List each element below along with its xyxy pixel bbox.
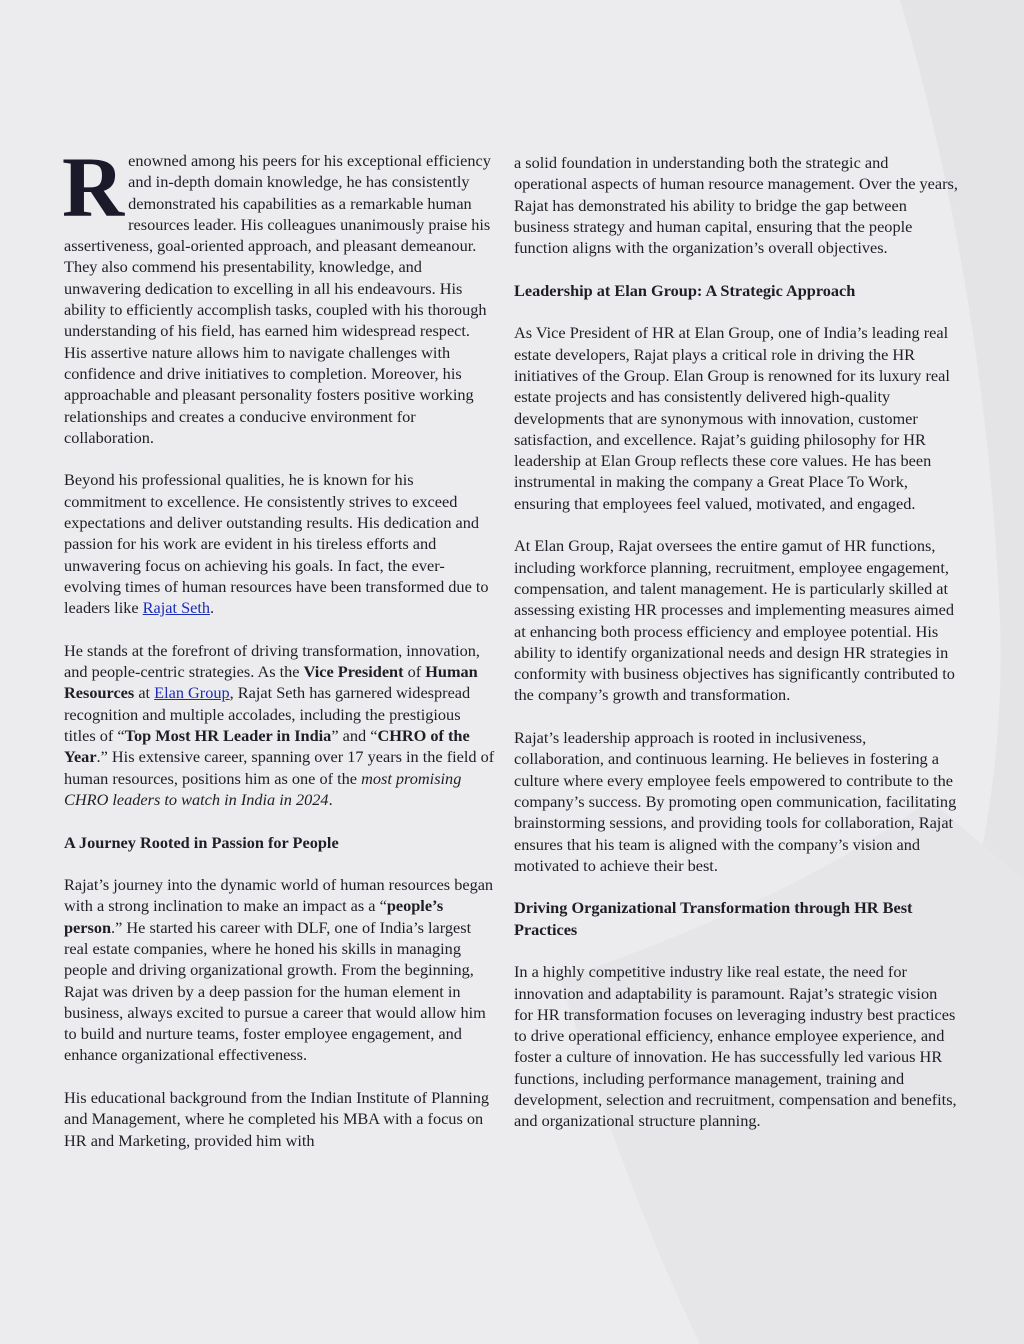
paragraph-vice-president: As Vice President of HR at Elan Group, one of India’s leading real estate developers, Rajat plays a critical role in driving the HR initiatives of the Group. Elan Group is renowned for its luxury real estate projects and has consistently delivered high-quality developments that are synonymous with innovation, customer satisfaction, and excellence. Rajat’s guiding philosophy for HR leadership at Elan Group reflects these core values. He has been instrumental in making the company a Great Place To Work, ensuring that employees feel valued, motivated, and engaged. — [514, 323, 950, 513]
paragraph-gamut: At Elan Group, Rajat oversees the entire gamut of HR functions, including workforce planning, recruitment, employee engagement, compensation, and talent management. He is particularly skilled at assessing existing HR processes and implementing measures aimed at enhancing both process efficiency and employee potential. His ability to identify organizational needs and design HR strategies in conformity with business objectives has significantly contributed to the company’s growth and transformation. — [514, 536, 955, 705]
right-column — [514, 152, 960, 1153]
paragraph-approach: Rajat’s leadership approach is rooted in inclusiveness, collaboration, and continuous learning. He believes in fostering a culture where every employee feels empowered to contribute to the company’s success. By promoting open communication, facilitating brainstorming sessions, and providing tools for collaboration, Rajat ensures that his team is aligned with the company’s vision and motivated to achieve their best. — [514, 728, 957, 875]
intro-paragraph — [62, 139, 496, 448]
paragraph-excellence — [64, 469, 496, 618]
paragraph-text: He stands at the forefront of driving transformation, innovation, and people-centric strategies. As the — [64, 640, 480, 682]
paragraph-text: , Rajat Seth has garnered widespread recognition and multiple accolades, including the prestigious titles of “ — [64, 683, 471, 746]
paragraph-text: at — [134, 683, 155, 703]
paragraph-text: . — [328, 789, 333, 809]
paragraph-education: His educational background from the Indian Institute of Planning and Management, where he completed his MBA with a focus on HR and Marketing, provided him with — [64, 1088, 490, 1150]
elan-group-link[interactable]: Elan Group — [154, 683, 230, 703]
bold-text: Vice President — [303, 662, 404, 682]
rajat-seth-link[interactable]: Rajat Seth — [142, 598, 211, 618]
bold-text: Top Most HR Leader in India — [124, 726, 332, 746]
paragraph-text: .” He started his career with DLF, one of India’s largest real estate companies, where he honed his skills in managing people and driving organizational growth. From the beginning, Rajat was driven by a deep passion for the human element in business, always excited to pursue a career that would allow him to build and nurture teams, foster employee engagement, and enhance organizational effectiveness. — [64, 917, 486, 1065]
paragraph-foundation: a solid foundation in understanding both the strategic and operational aspects of human resource management. Over the years, Rajat has demonstrated his ability to bridge the gap between business strategy and human capital, ensuring that the people function aligns with the organization’s overall objectives. — [514, 153, 958, 258]
drop-cap: R — [62, 139, 125, 235]
bold-text: CHRO of the Year — [64, 726, 470, 767]
section-heading-transformation: Driving Organizational Transformation through HR Best Practices — [514, 898, 913, 939]
paragraph-text: . — [210, 598, 215, 618]
paragraph-text: Rajat’s journey into the dynamic world of human resources began with a strong inclination to make an impact as a “ — [64, 875, 494, 916]
intro-text: enowned among his peers for his exceptional efficiency and in-depth domain knowledge, he has consistently demonstrated his capabilities as a remarkable human resources leader. His colleagues unanimously praise his assertiveness, goal-oriented approach, and pleasant demeanour. They also commend his presentability, knowledge, and unwavering dedication to excelling in all his endeavours. His ability to efficiently accomplish tasks, coupled with his thorough understanding of his field, has earned him widespread respect. His assertive nature allows him to navigate challenges with confidence and drive initiatives to completion. Moreover, his approachable and pleasant personality fosters positive working relationships and creates a conducive environment for collaboration. — [64, 151, 491, 447]
section-heading-journey: A Journey Rooted in Passion for People — [64, 832, 339, 852]
paragraph-text: .” His extensive career, spanning over 17 years in the field of human resources, positions him as one of the — [64, 747, 495, 788]
bold-text: Human Resources — [64, 662, 478, 703]
paragraph-text: of — [403, 662, 426, 682]
paragraph-text: Beyond his professional qualities, he is known for his commitment to excellence. He consistently strives to exceed expectations and deliver outstanding results. His dedication and passion for his work are evident in his tireless efforts and unwavering focus on achieving his goals. In fact, the ever-evolving times of human resources have been transformed due to leaders like — [64, 470, 489, 618]
section-heading-leadership: Leadership at Elan Group: A Strategic Approach — [514, 280, 856, 300]
paragraph-journey — [64, 874, 496, 1066]
bold-text: people’s person — [64, 896, 444, 937]
italic-text: most promising CHRO leaders to watch in India in 2024 — [64, 768, 462, 809]
paragraph-text: ” and “ — [331, 726, 378, 746]
left-column — [62, 139, 496, 1172]
paragraph-industry: In a highly competitive industry like real estate, the need for innovation and adaptability is paramount. Rajat’s strategic vision for HR transformation focuses on leveraging industry best practices to drive operational efficiency, enhance employee experience, and foster a culture of innovation. He has successfully led various HR functions, including performance management, training and development, selection and recruitment, compensation and benefits, and organizational structure planning. — [514, 962, 957, 1131]
paragraph-forefront — [64, 640, 496, 810]
